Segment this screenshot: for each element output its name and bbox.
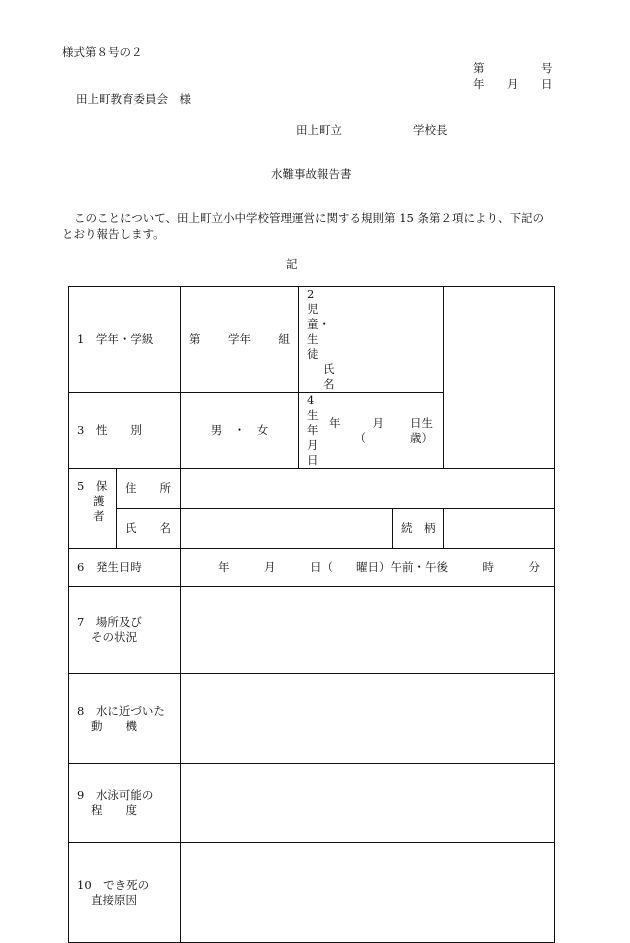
occurrence-datetime-field[interactable]: 年 月 日（ 曜日）午前・午後 時 分 xyxy=(181,549,555,587)
cause-of-death-field[interactable] xyxy=(181,843,555,943)
doc-date-hi: 日 xyxy=(541,77,553,91)
cause-label-line2: 直接原因 xyxy=(91,892,137,907)
birth-nen: 年 xyxy=(329,415,341,430)
doc-ref-dai: 第 xyxy=(473,61,485,75)
ki-heading: 記 xyxy=(286,257,298,271)
swimming-ability-field[interactable] xyxy=(181,764,555,843)
swimming-ability-label xyxy=(69,764,181,843)
age-sai: 歳） xyxy=(410,430,434,445)
doc-date-nen: 年 xyxy=(473,77,485,91)
report-form-table xyxy=(68,286,555,943)
motive-field[interactable] xyxy=(181,674,555,764)
place-situation-field[interactable] xyxy=(181,587,555,674)
motive-label-line1: 8 水に近づいた xyxy=(77,703,165,718)
address-label: 住 所 xyxy=(117,469,181,509)
form-number: 様式第８号の２ xyxy=(62,45,143,59)
place-label-line1: 7 場所及び xyxy=(77,615,142,629)
age-paren-open: （ xyxy=(354,430,367,445)
grade-class-label: 1 学年・学級 xyxy=(69,287,181,393)
row-cause xyxy=(69,843,555,943)
guardian-label-2: 護 xyxy=(93,494,105,508)
guardian-name-field[interactable] xyxy=(181,509,393,549)
sender-town: 田上町立 xyxy=(296,123,342,137)
document-title: 水難事故報告書 xyxy=(271,167,352,181)
guardian-label xyxy=(69,469,117,549)
row-datetime xyxy=(69,549,555,587)
place-situation-label xyxy=(69,587,181,674)
row-motive xyxy=(69,674,555,764)
row-grade-name: 1 学年・学級 第 学年 組 2 児童・生徒 氏 名 xyxy=(69,287,555,393)
address-field[interactable] xyxy=(181,469,555,509)
grade-kumi: 組 xyxy=(278,332,291,346)
row-swimming xyxy=(69,764,555,843)
intro-line-2: とおり報告します。 xyxy=(62,227,165,241)
grade-dai: 第 xyxy=(189,332,201,346)
guardian-name-label: 氏 名 xyxy=(117,509,181,549)
row-guardian-name xyxy=(69,509,555,549)
birth-tsuki: 月 xyxy=(372,415,385,430)
birthdate-line1 xyxy=(299,416,443,431)
intro-line-1: このことについて、田上町立小中学校管理運営に関する規則第 15 条第２項により、下記の xyxy=(74,211,544,225)
row-place xyxy=(69,587,555,674)
student-name-field[interactable] xyxy=(299,287,444,393)
relationship-field[interactable] xyxy=(444,509,555,549)
cause-label-line1: 10 でき死の xyxy=(77,877,150,892)
guardian-label-3: 者 xyxy=(93,509,105,523)
row-sex-birthdate: 3 性 別 男 ・ 女 4 生年月日 年 月 日生 （ 歳） xyxy=(69,393,555,469)
doc-ref-go: 号 xyxy=(541,61,553,75)
student-name-label-line2: 氏 名 xyxy=(323,362,370,391)
addressee: 田上町教育委員会 様 xyxy=(76,92,191,106)
sex-label: 3 性 別 xyxy=(69,393,181,469)
swimming-label-line2: 程 度 xyxy=(91,803,137,817)
place-label-line2: その状況 xyxy=(91,630,137,644)
guardian-label-1: 5 保 xyxy=(77,479,108,493)
cause-of-death-label xyxy=(69,843,181,943)
motive-label xyxy=(69,674,181,764)
relationship-label: 続 柄 xyxy=(393,509,444,549)
sex-field[interactable]: 男 ・ 女 xyxy=(181,393,299,469)
birth-hi: 日生 xyxy=(410,415,434,430)
motive-label-line2: 動 機 xyxy=(91,718,137,733)
birthdate-line2 xyxy=(299,431,443,446)
grade-class-field[interactable] xyxy=(181,287,299,393)
occurrence-datetime-label: 6 発生日時 xyxy=(69,549,181,587)
sender-principal: 学校長 xyxy=(413,123,448,137)
swimming-label-line1: 9 水泳可能の xyxy=(77,788,154,802)
grade-gakunen: 学年 xyxy=(228,332,252,346)
doc-date-tsuki: 月 xyxy=(507,77,519,91)
row-guardian-address xyxy=(69,469,555,509)
